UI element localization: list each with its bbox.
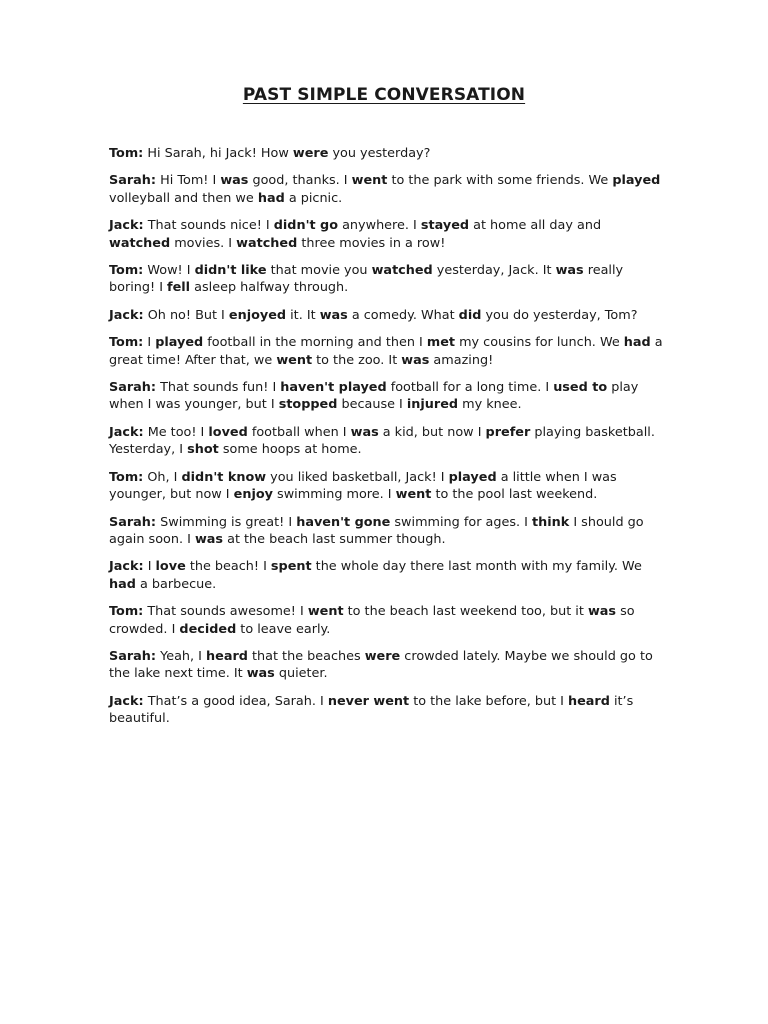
line-text: the whole day there last month with my family. We — [311, 559, 642, 575]
dialogue-line — [109, 262, 664, 297]
speaker-name: Tom: — [109, 335, 144, 351]
verb-highlight: met — [426, 335, 455, 351]
verb-highlight: watched — [371, 263, 433, 279]
verb-highlight: had — [623, 335, 651, 351]
speaker-name: Sarah: — [109, 173, 157, 189]
speaker-name: Tom: — [109, 146, 144, 161]
line-text: a barbecue. — [135, 576, 217, 592]
verb-highlight: think — [532, 514, 570, 530]
line-text: a kid, but now I — [378, 424, 486, 440]
speaker-name: Jack: — [109, 307, 144, 323]
line-text: Yeah, I — [156, 648, 207, 664]
line-text: a comedy. What — [347, 307, 459, 323]
line-text: good, thanks. I — [248, 173, 352, 189]
line-text: amazing! — [429, 352, 494, 368]
line-text: I — [143, 335, 156, 351]
line-text: really boring! I — [109, 263, 624, 296]
line-text: you liked basketball, Jack! I — [266, 469, 449, 485]
verb-highlight: spent — [270, 559, 312, 575]
line-text: to the beach last weekend too, but it — [343, 604, 588, 620]
verb-highlight: went — [276, 352, 313, 368]
verb-highlight: stopped — [278, 397, 338, 413]
verb-highlight: didn't go — [273, 218, 339, 234]
verb-highlight: did — [458, 307, 482, 323]
line-text: at the beach last summer though. — [223, 531, 446, 547]
verb-highlight: shot — [187, 442, 219, 458]
line-text: to the park with some friends. We — [387, 173, 613, 189]
verb-highlight: decided — [179, 621, 237, 637]
verb-highlight: played — [155, 335, 204, 351]
verb-highlight: didn't know — [181, 469, 267, 485]
line-text: playing basketball. Yesterday, I — [109, 424, 655, 458]
line-text: to leave early. — [236, 621, 331, 637]
dialogue-line — [109, 693, 664, 728]
line-text: the beach! I — [185, 559, 271, 575]
line-text: quieter. — [274, 666, 328, 682]
verb-highlight: didn't like — [194, 263, 267, 279]
line-text: you do yesterday, Tom? — [481, 307, 638, 323]
line-text: to the zoo. It — [312, 352, 402, 368]
dialogue-line — [109, 603, 664, 638]
dialogue-line — [109, 334, 664, 369]
verb-highlight: went — [307, 604, 344, 620]
verb-highlight: was — [194, 531, 224, 547]
verb-highlight: prefer — [485, 424, 531, 440]
line-text: Oh, I — [143, 469, 182, 485]
line-text: movies. I — [170, 235, 237, 251]
dialogue — [109, 145, 664, 738]
line-text: because I — [337, 397, 407, 413]
line-text: a little when I was younger, but now I — [109, 469, 617, 503]
line-text: so crowded. I — [109, 604, 635, 637]
line-text: Wow! I — [143, 263, 195, 279]
dialogue-line — [109, 307, 664, 324]
verb-highlight: stayed — [420, 218, 470, 234]
line-text: I should go again soon. I — [109, 514, 644, 547]
line-text: anywhere. I — [338, 218, 421, 234]
line-text: yesterday, Jack. It — [432, 263, 556, 279]
speaker-name: Jack: — [109, 218, 144, 234]
verb-highlight: was — [350, 424, 379, 440]
verb-highlight: was — [319, 307, 348, 323]
dialogue-line — [109, 558, 664, 593]
verb-highlight: enjoyed — [228, 307, 287, 323]
verb-highlight: watched — [236, 235, 298, 251]
verb-highlight: had — [109, 576, 136, 592]
verb-highlight: fell — [167, 280, 191, 296]
verb-highlight: played — [448, 469, 497, 485]
line-text: Hi Sarah, hi Jack! How — [143, 146, 293, 161]
speaker-name: Jack: — [109, 424, 144, 440]
verb-highlight: haven't played — [280, 380, 387, 396]
speaker-name: Tom: — [109, 263, 144, 279]
speaker-name: Jack: — [109, 693, 144, 709]
speaker-name: Tom: — [109, 469, 144, 485]
verb-highlight: was — [401, 352, 430, 368]
line-text: my knee. — [458, 397, 522, 413]
line-text: that the beaches — [247, 648, 365, 664]
line-text: play when I was younger, but I — [109, 380, 639, 413]
verb-highlight: haven't gone — [296, 514, 391, 530]
verb-highlight: were — [292, 146, 329, 161]
verb-highlight: went — [351, 173, 388, 189]
line-text: swimming more. I — [272, 487, 396, 503]
line-text: I — [143, 559, 156, 575]
verb-highlight: heard — [206, 648, 248, 664]
dialogue-line — [109, 379, 664, 414]
line-text: asleep halfway through. — [190, 280, 349, 296]
line-text: That sounds fun! I — [156, 380, 281, 396]
verb-highlight: enjoy — [233, 487, 273, 503]
dialogue-line — [109, 514, 664, 549]
line-text: Oh no! But I — [143, 307, 229, 323]
line-text: swimming for ages. I — [390, 514, 533, 530]
verb-highlight: used to — [553, 380, 608, 396]
line-text: that movie you — [266, 263, 372, 279]
dialogue-line — [109, 648, 664, 683]
line-text: my cousins for lunch. We — [455, 335, 624, 351]
line-text: Me too! I — [143, 424, 209, 440]
verb-highlight: was — [555, 263, 584, 279]
verb-highlight: injured — [406, 397, 459, 413]
line-text: football for a long time. I — [386, 380, 554, 396]
verb-highlight: was — [246, 666, 275, 682]
line-text: That sounds nice! I — [143, 218, 274, 234]
verb-highlight: love — [155, 559, 186, 575]
speaker-name: Sarah: — [109, 514, 157, 530]
line-text: Swimming is great! I — [156, 514, 297, 530]
line-text: crowded lately. Maybe we should go to the lake next time. It — [109, 648, 653, 682]
verb-highlight: had — [257, 190, 285, 206]
dialogue-line — [109, 469, 664, 504]
line-text: football when I — [247, 424, 351, 440]
verb-highlight: watched — [109, 235, 171, 251]
line-text: a picnic. — [284, 190, 343, 206]
verb-highlight: was — [587, 604, 617, 620]
speaker-name: Tom: — [109, 604, 144, 620]
line-text: to the pool last weekend. — [431, 487, 598, 503]
speaker-name: Jack: — [109, 559, 144, 575]
verb-highlight: went — [395, 487, 432, 503]
speaker-name: Sarah: — [109, 648, 157, 664]
verb-highlight: never went — [327, 693, 410, 709]
line-text: at home all day and — [469, 218, 602, 234]
verb-highlight: loved — [208, 424, 248, 440]
line-text: some hoops at home. — [218, 442, 362, 458]
page-title: PAST SIMPLE CONVERSATION — [242, 85, 526, 105]
line-text: volleyball and then we — [109, 190, 258, 206]
verb-highlight: was — [220, 173, 249, 189]
line-text: a great time! After that, we — [109, 335, 663, 368]
verb-highlight: played — [612, 173, 661, 189]
dialogue-line — [109, 424, 664, 459]
line-text: That’s a good idea, Sarah. I — [143, 693, 328, 709]
line-text: Hi Tom! I — [156, 173, 221, 189]
line-text: it’s beautiful. — [109, 693, 634, 727]
dialogue-line — [109, 172, 664, 207]
line-text: three movies in a row! — [297, 235, 446, 251]
line-text: you yesterday? — [328, 146, 431, 161]
verb-highlight: heard — [568, 693, 610, 709]
verb-highlight: were — [364, 648, 401, 664]
line-text: That sounds awesome! I — [143, 604, 308, 620]
dialogue-line — [109, 145, 664, 162]
speaker-name: Sarah: — [109, 380, 157, 396]
dialogue-line — [109, 217, 664, 252]
line-text: it. It — [286, 307, 320, 323]
line-text: to the lake before, but I — [409, 693, 568, 709]
line-text: football in the morning and then I — [203, 335, 427, 351]
